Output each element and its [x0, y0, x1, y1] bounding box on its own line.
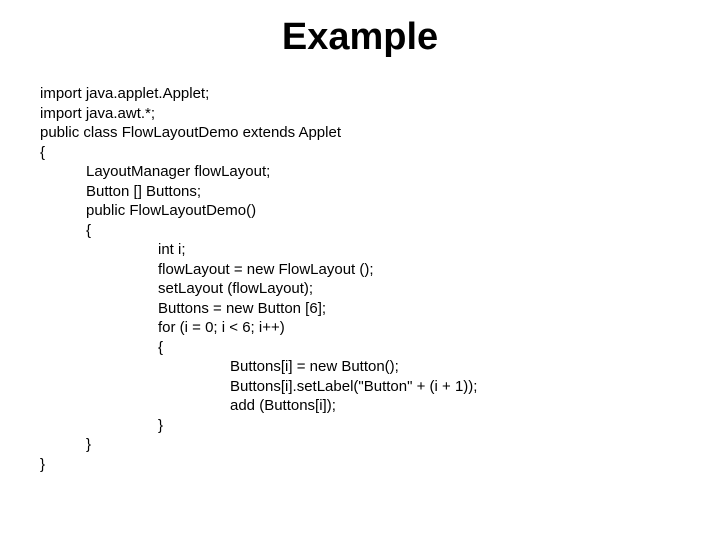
code-line: Buttons = new Button [6];: [158, 300, 327, 317]
code-line: int i;: [158, 241, 186, 258]
code-line: setLayout (flowLayout);: [158, 280, 314, 297]
code-line: public FlowLayoutDemo(): [86, 202, 257, 219]
code-line: {: [40, 144, 46, 161]
code-line: public class FlowLayoutDemo extends Applet: [40, 124, 341, 141]
code-line: Button [] Buttons;: [86, 183, 202, 200]
code-line: import java.applet.Applet;: [40, 85, 210, 102]
code-line: flowLayout = new FlowLayout ();: [158, 261, 374, 278]
code-line: }: [158, 417, 164, 434]
code-line: Buttons[i].setLabel("Button" + (i + 1));: [230, 378, 478, 395]
code-line: {: [86, 222, 92, 239]
slide-title: Example: [281, 16, 439, 58]
code-line: LayoutManager flowLayout;: [86, 163, 271, 180]
code-line: Buttons[i] = new Button();: [230, 358, 399, 375]
code-line: }: [40, 456, 46, 473]
code-line: import java.awt.*;: [40, 105, 156, 122]
code-line: }: [86, 436, 92, 453]
code-line: {: [158, 339, 164, 356]
code-line: for (i = 0; i < 6; i++): [158, 319, 285, 336]
code-line: add (Buttons[i]);: [230, 397, 336, 414]
